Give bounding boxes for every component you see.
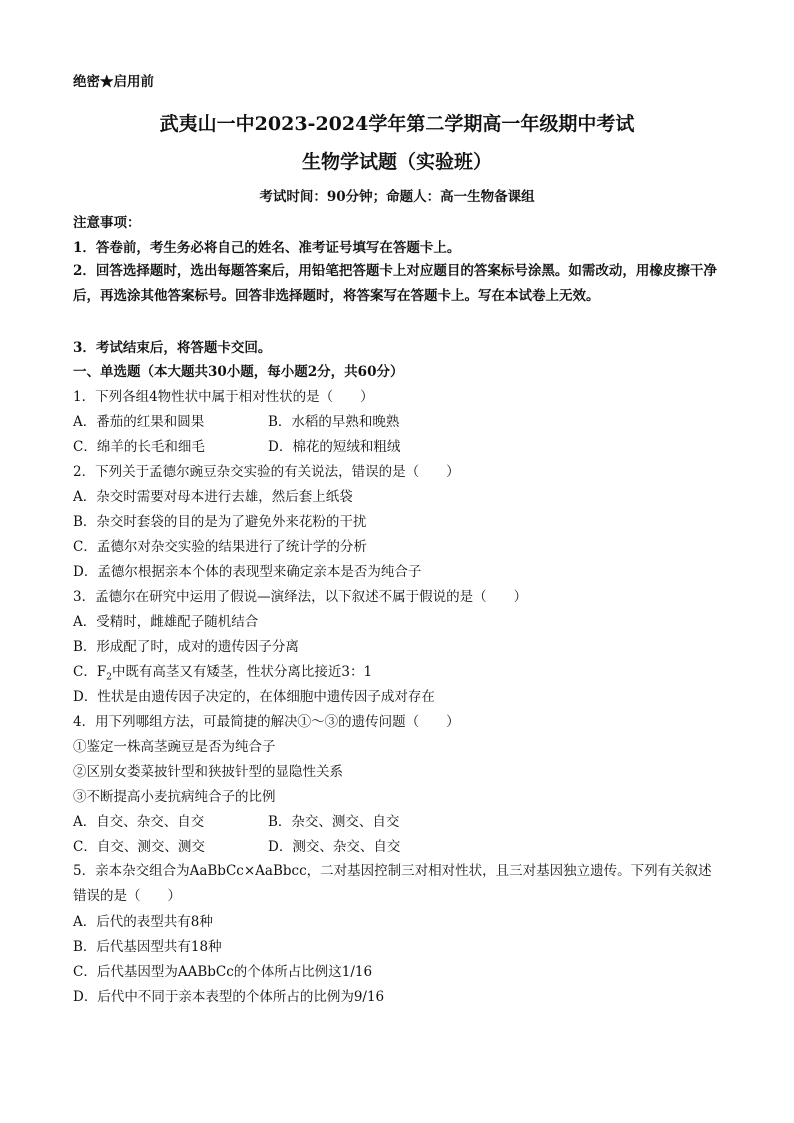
q1-options-row2 [73, 438, 401, 456]
q1-option-b: B．水稻的早熟和晚熟 [268, 414, 400, 430]
q5-option-d: D．后代中不同于亲本表型的个体所占的比例为9/16 [73, 989, 385, 1005]
section-heading: 一、单选题（本大题共30小题，每小题2分，共60分） [73, 364, 404, 380]
notice-heading: 注意事项： [73, 215, 141, 231]
notice-item-1: 1．答卷前，考生务必将自己的姓名、准考证号填写在答题卡上。 [73, 240, 461, 256]
q3-option-a: A．受精时，雌雄配子随机结合 [73, 614, 259, 630]
q5-option-b: B．后代基因型共有18种 [73, 939, 222, 955]
q4-stem: 4．用下列哪组方法，可最简捷的解决①～③的遗传问题（ ） [73, 714, 460, 730]
q3-option-d: D．性状是由遗传因子决定的，在体细胞中遗传因子成对存在 [73, 689, 435, 705]
q1-option-d: D．棉花的短绒和粗绒 [268, 439, 401, 455]
confidential-mark: 绝密★启用前 [73, 74, 154, 90]
q4-options-row2 [73, 838, 401, 856]
q4-option-a: A．自交、杂交、自交 [73, 814, 205, 830]
notice-item-3: 3．考试结束后，将答题卡交回。 [73, 340, 272, 356]
notice-item-2: 2．回答选择题时，选出每题答案后，用铅笔把答题卡上对应题目的答案标号涂黑。如需改动，用橡皮擦干净后，再选涂其他答案标号。回答非选择题时，将答案写在答题卡上。写在本试卷上无效。 [73, 263, 717, 304]
q1-options-row1 [73, 413, 400, 431]
q1-option-a: A．番茄的红果和圆果 [73, 414, 205, 430]
q2-option-d: D．孟德尔根据亲本个体的表现型来确定亲本是否为纯合子 [73, 564, 422, 580]
q3-option-c: C．$F_2$中既有高茎又有矮茎，性状分离比接近3：1 [73, 664, 373, 683]
q5-stem: 5．亲本杂交组合为AaBbCc×AaBbcc，二对基因控制三对相对性状，且三对基因独立遗传。下列有关叙述错误的是（ ） [73, 863, 712, 904]
q2-option-b: B．杂交时套袋的目的是为了避免外来花粉的干扰 [73, 514, 367, 530]
q5-option-a: A．后代的表型共有8种 [73, 914, 213, 930]
q2-option-c: C．孟德尔对杂交实验的结果进行了统计学的分析 [73, 539, 367, 555]
q4-options-row1 [73, 813, 400, 831]
q4-option-d: D．测交、杂交、自交 [268, 839, 401, 855]
q4-option-c: C．自交、测交、测交 [73, 839, 205, 855]
q4-item-3: ③不断提高小麦抗病纯合子的比例 [73, 789, 276, 805]
exam-title: 武夷山一中2023-2024学年第二学期高一年级期中考试 [159, 113, 635, 135]
q3-stem: 3．孟德尔在研究中运用了假说—演绎法，以下叙述不属于假说的是（ ） [73, 589, 528, 605]
q2-stem: 2．下列关于孟德尔豌豆杂交实验的有关说法，错误的是（ ） [73, 464, 460, 480]
exam-info: 考试时间：90分钟；命题人：高一生物备课组 [259, 189, 535, 205]
q1-stem: 1．下列各组4物性状中属于相对性状的是（ ） [73, 389, 374, 405]
q4-option-b: B．杂交、测交、自交 [268, 814, 400, 830]
q3-option-b: B．形成配了时，成对的遗传因子分离 [73, 639, 299, 655]
q4-item-2: ②区别女娄菜披针型和狭披针型的显隐性关系 [73, 764, 343, 780]
q2-option-a: A．杂交时需要对母本进行去雄，然后套上纸袋 [73, 489, 353, 505]
q5-option-c: C．后代基因型为AABbCc的个体所占比例这1/16 [73, 964, 373, 980]
q1-option-c: C．绵羊的长毛和细毛 [73, 439, 205, 455]
q4-item-1: ①鉴定一株高茎豌豆是否为纯合子 [73, 739, 276, 755]
exam-subtitle: 生物学试题（实验班） [301, 151, 492, 173]
